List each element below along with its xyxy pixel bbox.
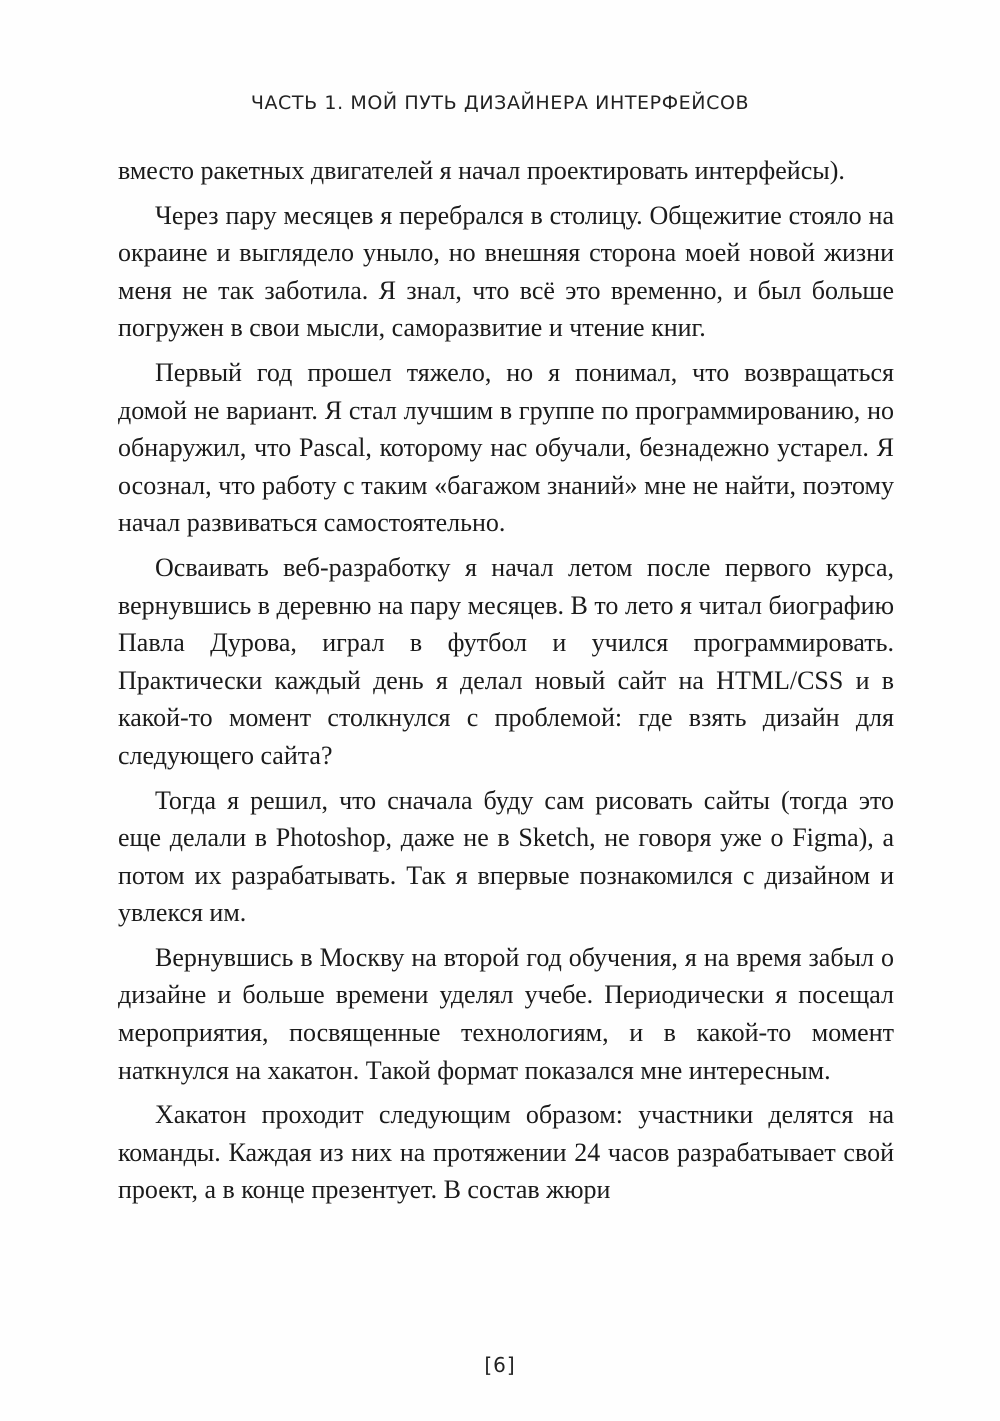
paragraph: Вернувшись в Москву на второй год обучения, я на время забыл о дизайне и больше времени уделял учебе. Периодически я посещал мероприятия, посвященные технологиям, и в какой-то момент наткнулся на хакатон. Такой формат показался мне интересным. — [118, 942, 894, 1085]
paragraph: Тогда я решил, что сначала буду сам рисовать сайты (тогда это еще делали в Photoshop, даже не в Sketch, не говоря уже о Figma), а потом их разрабатывать. Так я впервые познакомился с дизайном и увлекся им. — [118, 785, 894, 928]
paragraph: Первый год прошел тяжело, но я понимал, что возвращаться домой не вариант. Я стал лучшим в группе по программированию, но обнаружил, что Pascal, которому нас обучали, безнадежно устарел. Я осознал, что работу с таким «багажом знаний» мне не найти, поэтому начал развиваться самостоятельно. — [118, 357, 894, 538]
paragraph: Осваивать веб-разработку я начал летом после первого курса, вернувшись в деревню на пару месяцев. В то лето я читал биографию Павла Дурова, играл в футбол и учился программировать. Практически каждый день я делал новый сайт на HTML/CSS и в какой-то момент столкнулся с проблемой: где взять дизайн для следующего сайта? — [118, 552, 894, 770]
running-head: ЧАСТЬ 1. МОЙ ПУТЬ ДИЗАЙНЕРА ИНТЕРФЕЙСОВ — [250, 92, 750, 114]
paragraph-continued: вместо ракетных двигателей я начал проектировать интерфейсы). — [118, 156, 845, 185]
paragraph: Хакатон проходит следующим образом: участники делятся на команды. Каждая из них на протяжении 24 часов разрабатывает свой проект, а в конце презентует. В состав жюри — [118, 1100, 894, 1205]
paragraph: Через пару месяцев я перебрался в столицу. Общежитие стояло на окраине и выглядело уныло, но внешняя сторона моей новой жизни меня не так заботила. Я знал, что всё это временно, и был больше погружен в свои мысли, саморазвитие и чтение книг. — [118, 200, 894, 343]
page-number: [6] — [484, 1353, 516, 1377]
body-text — [118, 152, 894, 1216]
